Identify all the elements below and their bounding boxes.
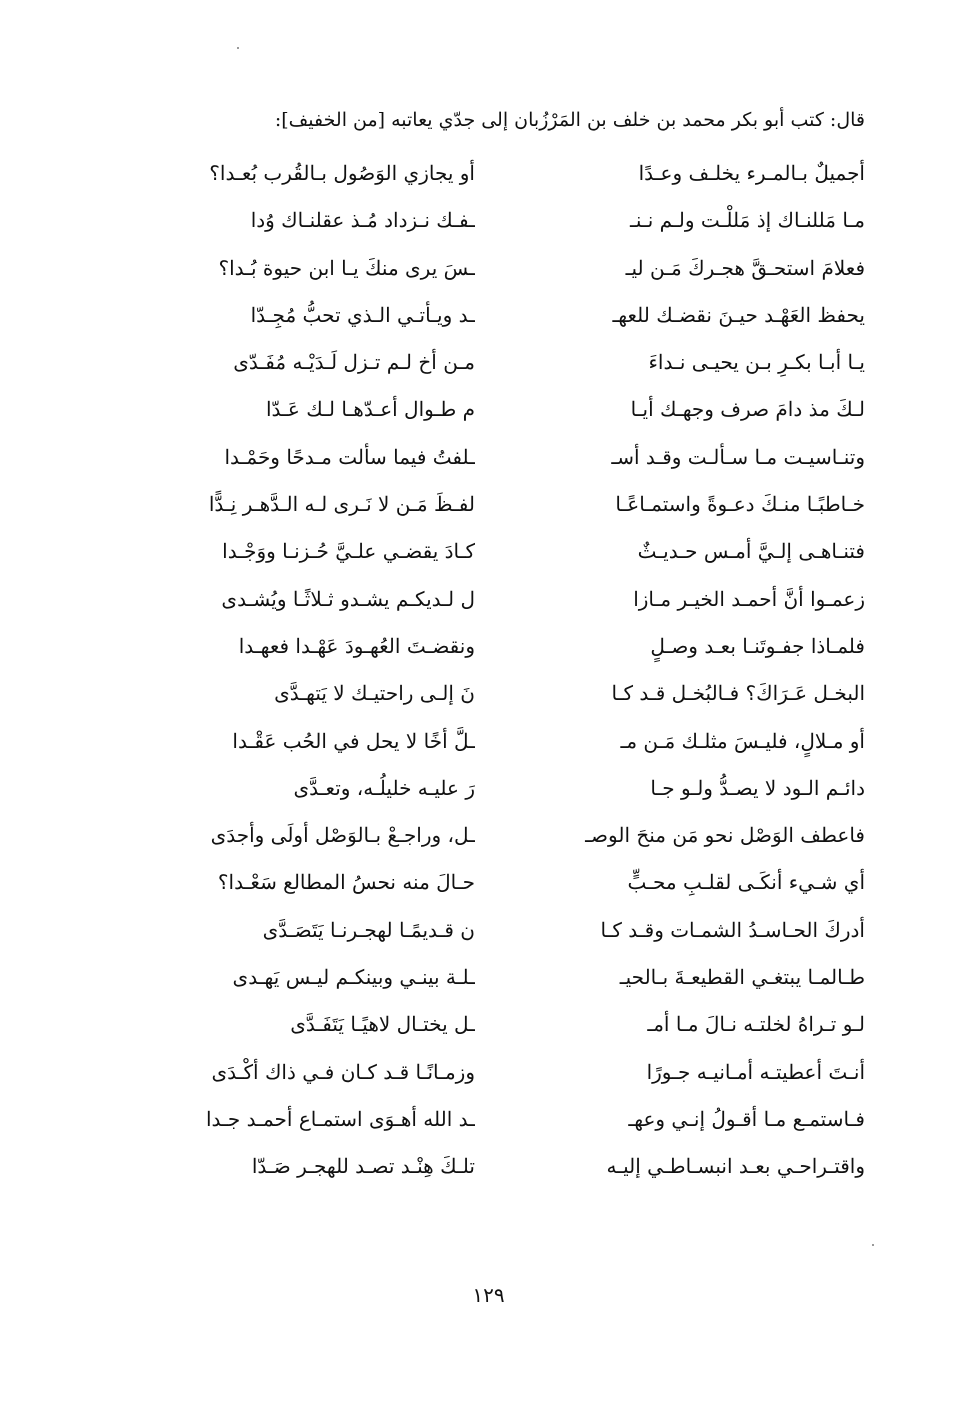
verse-line xyxy=(120,1001,865,1048)
verse-line xyxy=(120,576,865,623)
first-hemistich: فـاستمـع مـا أقـولُ إنـي وعهـ xyxy=(628,1106,865,1131)
verse-line xyxy=(120,434,865,481)
verse-line xyxy=(120,670,865,717)
first-hemistich: أنـتَ أعطيتـه أمـانيـه جـورًا xyxy=(646,1059,865,1084)
verse-line xyxy=(120,954,865,1001)
verse-line xyxy=(120,1143,865,1190)
second-hemistich: حـالَ منه نحسُ المطالع سَعْـدا؟ xyxy=(217,870,475,895)
verse-line xyxy=(120,718,865,765)
first-hemistich: البخـل عَـرَاكَ؟ فـالبُخـل قـد كـا xyxy=(611,681,865,706)
verse-line xyxy=(120,1049,865,1096)
second-hemistich: وزمـانًـا قـد كـان فـي ذاك أكْـدَى xyxy=(211,1059,475,1084)
first-hemistich: أجميلٌ بـالمـرء يخلـف وعـدًا xyxy=(638,161,865,185)
poem xyxy=(120,150,865,1191)
second-hemistich: كـادَ يقضـي علـيَّ حُـزنـا ووَجْـدا xyxy=(222,539,475,564)
second-hemistich: ن قـديمًـا لهجـرنـا يَتَصَـدَّى xyxy=(262,917,475,942)
first-hemistich: فتنـاهـى إلـيَّ أمـس حـديـثٌ xyxy=(637,539,865,564)
second-hemistich: لفـظَ مَـن لا نَـرى لـه الـدَّهـر نِـدًّا xyxy=(208,492,475,517)
second-hemistich: تلـكَ هِنْـد تصـد للهجـر صَـدّا xyxy=(251,1154,475,1179)
second-hemistich: ـلَّ أخًا لا يحل في الحُب عَقْـدا xyxy=(232,728,475,753)
second-hemistich: نَ إلـى راحتيـك لا يَتهـدَّى xyxy=(274,681,475,706)
first-hemistich: فعلامَ استحـقَّ هجـركَ مَـن ليـ xyxy=(625,255,865,280)
second-hemistich: ـفـك نـزداد مُـذ عقلنـاك وُدا xyxy=(250,208,475,233)
verse-line xyxy=(120,765,865,812)
first-hemistich: أدركَ الحـاسـدُ الشمـات وقـد كـا xyxy=(600,917,865,942)
first-hemistich: خـاطبًـا منـكَ دعـوةً واستمـاعًـا xyxy=(615,492,865,517)
scan-speck xyxy=(872,1244,874,1246)
second-hemistich: رَ عليـه خليلُـه، وتعـدَّى xyxy=(293,775,475,800)
first-hemistich: فاعطف الوَصْل نحو مَن منحَ الوصـ xyxy=(585,823,865,848)
verse-line xyxy=(120,386,865,433)
second-hemistich: م طـوال أعـدّهـا لـك عَـدّا xyxy=(265,397,475,422)
first-hemistich: لـو تـراهُ لخلتـه نـالَ مـا أمـ xyxy=(647,1012,865,1037)
verse-line xyxy=(120,292,865,339)
verse-line xyxy=(120,150,865,197)
verse-line xyxy=(120,907,865,954)
first-hemistich: دائـم الـود لا يصـدُّ ولـو جـا xyxy=(650,775,865,800)
verse-line xyxy=(120,481,865,528)
second-hemistich: ل لـديكـم يشـدو ثـلاثًـا ويُشـدى xyxy=(221,586,475,611)
scan-speck xyxy=(237,47,239,49)
second-hemistich: ونقضـتَ العُهـودَ عَهْـدا فعهـدا xyxy=(238,633,475,658)
second-hemistich: ـسَ يرى منكَ يـا ابن حيوة بُـدا؟ xyxy=(218,255,475,280)
verse-line xyxy=(120,812,865,859)
first-hemistich: يحفظ العَهْـد حيـنَ نقضـك للعهـ xyxy=(612,302,865,327)
first-hemistich: زعمـوا أنَّ أحمـد الخيـر مـازا xyxy=(633,586,865,611)
second-hemistich: ـد الله أهـوَى استمـاع أحمـد جـدا xyxy=(205,1106,475,1131)
first-hemistich: فلمـاذا جفـوتَنـا بعـد وصـلٍ xyxy=(650,633,865,658)
second-hemistich: ـل يختـال لاهيًـا يَتَفَـدَّى xyxy=(290,1012,475,1037)
first-hemistich: طـالمـا يبتغـي القطيعـةَ بـالحيـ xyxy=(619,965,865,990)
second-hemistich: مـن أخ لـم تـزل لَـدَيْـه مُفَـدّى xyxy=(233,350,475,375)
verse-line xyxy=(120,339,865,386)
first-hemistich: مـا مَللنـاك إذ مَللْـت ولـم نـنـ xyxy=(629,208,865,233)
page-number: ١٢٩ xyxy=(472,1283,505,1307)
first-hemistich: أي شـيء أنكَـى لقلـبِ محـبٍّ xyxy=(627,870,865,895)
verse-line xyxy=(120,197,865,244)
first-hemistich: لـكَ مذ دامَ صرف وجهـك أيـا xyxy=(630,397,865,422)
second-hemistich: ـلـة بينـي وبينكـم ليـس يَهـدى xyxy=(232,965,475,990)
verse-line xyxy=(120,623,865,670)
poem-introduction: قال: كتب أبو بكر محمد بن خلف بن المَرْزُبان إلى جدّي يعاتبه [من الخفيف]: xyxy=(274,109,865,131)
verse-line xyxy=(120,528,865,575)
first-hemistich: وتنـاسيـت مـا سـألـت وقـد أسـ xyxy=(611,444,865,469)
verse-line xyxy=(120,245,865,292)
second-hemistich: أو يجازي الوَصُول بـالقُرب بُعـدا؟ xyxy=(209,161,475,185)
first-hemistich: واقتـراحـي بعـد انبسـاطـي إليـه xyxy=(606,1154,865,1179)
verse-line xyxy=(120,859,865,906)
second-hemistich: ـل، وراجـعْ بـالوَصْل أولَى وأجدَى xyxy=(210,823,475,848)
first-hemistich: يـا أبـا بكـرِ بـن يحيـى نـداءَ xyxy=(648,350,865,375)
second-hemistich: ـلفتُ فيما سألت مـدحًا وحَمْـدا xyxy=(224,444,475,469)
second-hemistich: ـد ويـأتـي الـذي تحبُّ مُجِـدّا xyxy=(250,302,475,327)
first-hemistich: أو مـلالٍ، فليـسَ مثلـك مَـن مـ xyxy=(620,728,865,753)
verse-line xyxy=(120,1096,865,1143)
